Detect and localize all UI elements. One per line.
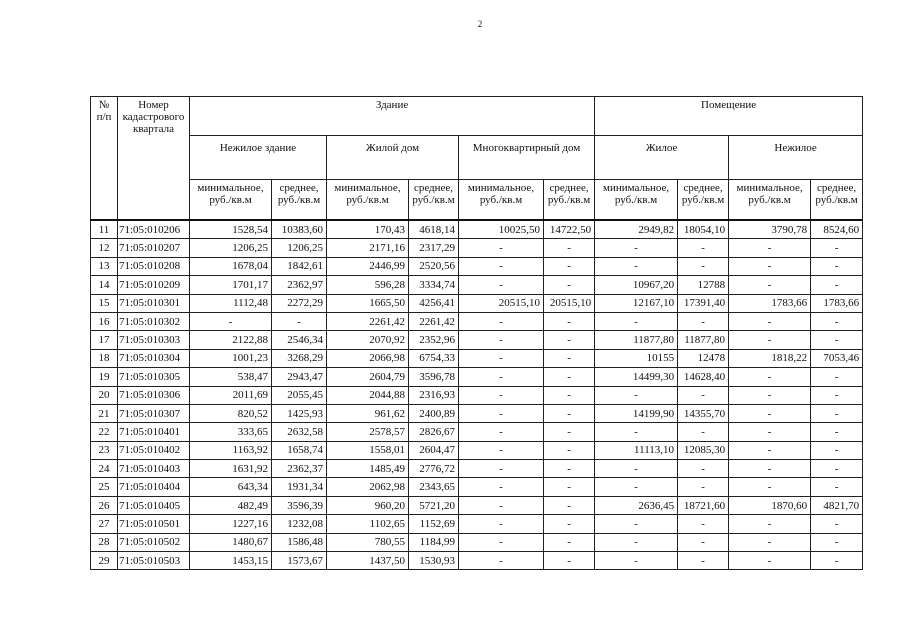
nonres-premises-avg-cell: -	[811, 533, 863, 551]
apartment-avg-cell: -	[544, 331, 595, 349]
res-premises-avg-cell: 12788	[678, 276, 729, 294]
row-number: 25	[91, 478, 118, 496]
row-number: 19	[91, 368, 118, 386]
res-house-min-cell: 596,28	[327, 276, 409, 294]
apartment-min-cell: -	[459, 496, 544, 514]
nonres-building-min-cell: 2011,69	[190, 386, 272, 404]
apartment-min-cell: -	[459, 552, 544, 570]
header-avg: среднее, руб./кв.м	[544, 180, 595, 221]
apartment-avg-cell: -	[544, 349, 595, 367]
res-house-min-cell: 2062,98	[327, 478, 409, 496]
header-premises: Помещение	[595, 97, 863, 136]
cadastral-quarter-cell: 71:05:010206	[118, 220, 190, 239]
cadastral-quarter-cell: 71:05:010303	[118, 331, 190, 349]
nonres-building-avg-cell: -	[272, 312, 327, 330]
res-premises-avg-cell: -	[678, 239, 729, 257]
header-non-residential-premises: Нежилое	[729, 136, 863, 180]
apartment-avg-cell: -	[544, 533, 595, 551]
res-premises-min-cell: -	[595, 257, 678, 275]
cadastral-quarter-cell: 71:05:010404	[118, 478, 190, 496]
apartment-min-cell: 10025,50	[459, 220, 544, 239]
cadastral-quarter-cell: 71:05:010304	[118, 349, 190, 367]
apartment-avg-cell: -	[544, 552, 595, 570]
res-premises-min-cell: 2949,82	[595, 220, 678, 239]
apartment-min-cell: -	[459, 533, 544, 551]
nonres-premises-avg-cell: -	[811, 312, 863, 330]
apartment-avg-cell: -	[544, 239, 595, 257]
res-house-min-cell: 1437,50	[327, 552, 409, 570]
res-premises-avg-cell: -	[678, 552, 729, 570]
nonres-premises-avg-cell: -	[811, 515, 863, 533]
res-house-min-cell: 1485,49	[327, 460, 409, 478]
header-apartment-building: Многоквартирный дом	[459, 136, 595, 180]
res-premises-min-cell: 11113,10	[595, 441, 678, 459]
res-premises-min-cell: -	[595, 386, 678, 404]
nonres-premises-min-cell: 3790,78	[729, 220, 811, 239]
nonres-premises-min-cell: -	[729, 478, 811, 496]
header-min: минимальное, руб./кв.м	[729, 180, 811, 221]
res-premises-min-cell: -	[595, 312, 678, 330]
nonres-building-avg-cell: 2272,29	[272, 294, 327, 312]
res-house-avg-cell: 2343,65	[409, 478, 459, 496]
res-premises-min-cell: 10155	[595, 349, 678, 367]
header-min: минимальное, руб./кв.м	[327, 180, 409, 221]
res-premises-min-cell: 10967,20	[595, 276, 678, 294]
res-premises-min-cell: -	[595, 515, 678, 533]
nonres-premises-avg-cell: -	[811, 478, 863, 496]
res-premises-min-cell: 14199,90	[595, 404, 678, 422]
table-row	[91, 441, 863, 459]
row-number: 16	[91, 312, 118, 330]
res-house-avg-cell: 1184,99	[409, 533, 459, 551]
res-house-min-cell: 780,55	[327, 533, 409, 551]
res-house-avg-cell: 1152,69	[409, 515, 459, 533]
table-row	[91, 460, 863, 478]
nonres-building-avg-cell: 3596,39	[272, 496, 327, 514]
res-house-avg-cell: 2317,29	[409, 239, 459, 257]
table-row	[91, 533, 863, 551]
apartment-min-cell: -	[459, 257, 544, 275]
nonres-premises-avg-cell: -	[811, 368, 863, 386]
table-row	[91, 257, 863, 275]
nonres-building-avg-cell: 1206,25	[272, 239, 327, 257]
apartment-min-cell: -	[459, 404, 544, 422]
nonres-building-min-cell: 1480,67	[190, 533, 272, 551]
table-row	[91, 220, 863, 239]
res-house-min-cell: 2070,92	[327, 331, 409, 349]
res-premises-min-cell: 11877,80	[595, 331, 678, 349]
res-premises-min-cell: -	[595, 423, 678, 441]
header-residential-premises: Жилое	[595, 136, 729, 180]
nonres-building-min-cell: 1112,48	[190, 294, 272, 312]
nonres-premises-min-cell: -	[729, 460, 811, 478]
nonres-premises-min-cell: 1870,60	[729, 496, 811, 514]
table-row	[91, 294, 863, 312]
nonres-premises-min-cell: -	[729, 441, 811, 459]
res-house-avg-cell: 2520,56	[409, 257, 459, 275]
nonres-building-avg-cell: 1586,48	[272, 533, 327, 551]
row-number: 22	[91, 423, 118, 441]
row-number: 12	[91, 239, 118, 257]
nonres-building-min-cell: 482,49	[190, 496, 272, 514]
nonres-premises-min-cell: -	[729, 552, 811, 570]
nonres-building-avg-cell: 2362,97	[272, 276, 327, 294]
res-house-min-cell: 2578,57	[327, 423, 409, 441]
nonres-premises-avg-cell: -	[811, 276, 863, 294]
nonres-premises-avg-cell: -	[811, 386, 863, 404]
table-row	[91, 331, 863, 349]
res-premises-avg-cell: -	[678, 533, 729, 551]
apartment-min-cell: -	[459, 312, 544, 330]
header-building: Здание	[190, 97, 595, 136]
table-row	[91, 312, 863, 330]
header-avg: среднее, руб./кв.м	[272, 180, 327, 221]
header-avg: среднее, руб./кв.м	[678, 180, 729, 221]
cadastral-quarter-cell: 71:05:010301	[118, 294, 190, 312]
apartment-avg-cell: 20515,10	[544, 294, 595, 312]
nonres-building-min-cell: 1206,25	[190, 239, 272, 257]
res-house-avg-cell: 2352,96	[409, 331, 459, 349]
row-number: 26	[91, 496, 118, 514]
cadastral-quarter-cell: 71:05:010207	[118, 239, 190, 257]
res-house-avg-cell: 2316,93	[409, 386, 459, 404]
apartment-avg-cell: -	[544, 404, 595, 422]
cadastral-cost-table	[90, 96, 863, 570]
nonres-premises-min-cell: -	[729, 515, 811, 533]
res-premises-avg-cell: 14628,40	[678, 368, 729, 386]
table-row	[91, 478, 863, 496]
row-number: 15	[91, 294, 118, 312]
nonres-premises-min-cell: -	[729, 533, 811, 551]
header-avg: среднее, руб./кв.м	[811, 180, 863, 221]
cadastral-quarter-cell: 71:05:010305	[118, 368, 190, 386]
nonres-building-min-cell: 1701,17	[190, 276, 272, 294]
res-house-avg-cell: 6754,33	[409, 349, 459, 367]
row-number: 20	[91, 386, 118, 404]
res-premises-avg-cell: -	[678, 257, 729, 275]
table-row	[91, 496, 863, 514]
res-house-min-cell: 170,43	[327, 220, 409, 239]
res-premises-min-cell: -	[595, 239, 678, 257]
nonres-premises-avg-cell: -	[811, 257, 863, 275]
nonres-building-min-cell: 1227,16	[190, 515, 272, 533]
res-premises-avg-cell: -	[678, 515, 729, 533]
res-premises-min-cell: -	[595, 478, 678, 496]
nonres-building-min-cell: 1163,92	[190, 441, 272, 459]
nonres-premises-min-cell: -	[729, 312, 811, 330]
nonres-premises-avg-cell: -	[811, 441, 863, 459]
nonres-premises-avg-cell: 1783,66	[811, 294, 863, 312]
res-premises-avg-cell: -	[678, 386, 729, 404]
apartment-avg-cell: -	[544, 423, 595, 441]
row-number: 27	[91, 515, 118, 533]
apartment-avg-cell: -	[544, 441, 595, 459]
row-number: 14	[91, 276, 118, 294]
res-house-min-cell: 2261,42	[327, 312, 409, 330]
nonres-building-avg-cell: 2055,45	[272, 386, 327, 404]
apartment-min-cell: -	[459, 349, 544, 367]
res-premises-avg-cell: 18721,60	[678, 496, 729, 514]
res-premises-avg-cell: 12478	[678, 349, 729, 367]
apartment-avg-cell: -	[544, 386, 595, 404]
page-number: 2	[477, 19, 483, 29]
header-min: минимальное, руб./кв.м	[190, 180, 272, 221]
nonres-building-min-cell: 2122,88	[190, 331, 272, 349]
res-premises-avg-cell: -	[678, 460, 729, 478]
cadastral-quarter-cell: 71:05:010402	[118, 441, 190, 459]
apartment-avg-cell: -	[544, 368, 595, 386]
apartment-min-cell: -	[459, 239, 544, 257]
nonres-premises-min-cell: -	[729, 239, 811, 257]
cadastral-quarter-cell: 71:05:010503	[118, 552, 190, 570]
res-house-avg-cell: 2776,72	[409, 460, 459, 478]
cadastral-quarter-cell: 71:05:010403	[118, 460, 190, 478]
nonres-premises-avg-cell: 7053,46	[811, 349, 863, 367]
nonres-premises-min-cell: -	[729, 368, 811, 386]
res-premises-avg-cell: 14355,70	[678, 404, 729, 422]
res-house-min-cell: 2604,79	[327, 368, 409, 386]
row-number: 23	[91, 441, 118, 459]
nonres-building-avg-cell: 2943,47	[272, 368, 327, 386]
table-row	[91, 276, 863, 294]
nonres-building-avg-cell: 1842,61	[272, 257, 327, 275]
header-non-residential-building: Нежилое здание	[190, 136, 327, 180]
nonres-building-min-cell: -	[190, 312, 272, 330]
nonres-building-avg-cell: 1658,74	[272, 441, 327, 459]
apartment-min-cell: -	[459, 386, 544, 404]
row-number: 13	[91, 257, 118, 275]
res-premises-avg-cell: 18054,10	[678, 220, 729, 239]
nonres-building-min-cell: 538,47	[190, 368, 272, 386]
nonres-building-avg-cell: 1232,08	[272, 515, 327, 533]
res-house-min-cell: 961,62	[327, 404, 409, 422]
res-premises-min-cell: 14499,30	[595, 368, 678, 386]
nonres-premises-avg-cell: -	[811, 331, 863, 349]
res-premises-avg-cell: -	[678, 312, 729, 330]
row-number: 29	[91, 552, 118, 570]
apartment-avg-cell: -	[544, 276, 595, 294]
cadastral-quarter-cell: 71:05:010208	[118, 257, 190, 275]
res-house-avg-cell: 5721,20	[409, 496, 459, 514]
res-house-avg-cell: 4256,41	[409, 294, 459, 312]
nonres-building-avg-cell: 2362,37	[272, 460, 327, 478]
apartment-min-cell: -	[459, 276, 544, 294]
res-house-avg-cell: 2400,89	[409, 404, 459, 422]
header-avg: среднее, руб./кв.м	[409, 180, 459, 221]
cadastral-quarter-cell: 71:05:010401	[118, 423, 190, 441]
apartment-min-cell: -	[459, 441, 544, 459]
cadastral-quarter-cell: 71:05:010502	[118, 533, 190, 551]
header-number: № п/п	[91, 97, 118, 221]
table-row	[91, 368, 863, 386]
res-house-min-cell: 960,20	[327, 496, 409, 514]
apartment-avg-cell: -	[544, 478, 595, 496]
cadastral-quarter-cell: 71:05:010306	[118, 386, 190, 404]
row-number: 28	[91, 533, 118, 551]
nonres-premises-avg-cell: -	[811, 404, 863, 422]
table-row	[91, 239, 863, 257]
res-premises-min-cell: 12167,10	[595, 294, 678, 312]
table-row	[91, 423, 863, 441]
res-premises-min-cell: -	[595, 533, 678, 551]
cadastral-quarter-cell: 71:05:010307	[118, 404, 190, 422]
res-house-min-cell: 2171,16	[327, 239, 409, 257]
nonres-premises-min-cell: -	[729, 386, 811, 404]
res-house-min-cell: 2066,98	[327, 349, 409, 367]
nonres-premises-min-cell: 1783,66	[729, 294, 811, 312]
cadastral-quarter-cell: 71:05:010209	[118, 276, 190, 294]
res-house-min-cell: 2446,99	[327, 257, 409, 275]
res-premises-min-cell: 2636,45	[595, 496, 678, 514]
row-number: 17	[91, 331, 118, 349]
nonres-building-avg-cell: 3268,29	[272, 349, 327, 367]
res-house-avg-cell: 3334,74	[409, 276, 459, 294]
res-premises-avg-cell: 11877,80	[678, 331, 729, 349]
res-house-avg-cell: 2261,42	[409, 312, 459, 330]
apartment-min-cell: -	[459, 331, 544, 349]
header-min: минимальное, руб./кв.м	[595, 180, 678, 221]
apartment-min-cell: -	[459, 515, 544, 533]
header-cadastral-quarter: Номер кадастрового квартала	[118, 97, 190, 221]
res-house-avg-cell: 2826,67	[409, 423, 459, 441]
nonres-premises-avg-cell: -	[811, 423, 863, 441]
nonres-premises-min-cell: 1818,22	[729, 349, 811, 367]
cadastral-quarter-cell: 71:05:010405	[118, 496, 190, 514]
nonres-building-avg-cell: 1573,67	[272, 552, 327, 570]
apartment-avg-cell: 14722,50	[544, 220, 595, 239]
nonres-premises-avg-cell: -	[811, 552, 863, 570]
table-row	[91, 515, 863, 533]
table-row	[91, 404, 863, 422]
nonres-building-avg-cell: 1425,93	[272, 404, 327, 422]
cadastral-quarter-cell: 71:05:010302	[118, 312, 190, 330]
nonres-premises-min-cell: -	[729, 276, 811, 294]
res-house-avg-cell: 3596,78	[409, 368, 459, 386]
res-house-min-cell: 1665,50	[327, 294, 409, 312]
nonres-building-min-cell: 1528,54	[190, 220, 272, 239]
nonres-premises-min-cell: -	[729, 257, 811, 275]
apartment-avg-cell: -	[544, 257, 595, 275]
res-house-min-cell: 2044,88	[327, 386, 409, 404]
res-premises-avg-cell: -	[678, 478, 729, 496]
apartment-avg-cell: -	[544, 496, 595, 514]
row-number: 21	[91, 404, 118, 422]
apartment-min-cell: -	[459, 423, 544, 441]
table-row	[91, 386, 863, 404]
nonres-building-min-cell: 1001,23	[190, 349, 272, 367]
nonres-premises-avg-cell: -	[811, 460, 863, 478]
nonres-building-min-cell: 820,52	[190, 404, 272, 422]
table-row	[91, 349, 863, 367]
header-min: минимальное, руб./кв.м	[459, 180, 544, 221]
nonres-building-avg-cell: 2546,34	[272, 331, 327, 349]
nonres-building-min-cell: 1678,04	[190, 257, 272, 275]
nonres-premises-min-cell: -	[729, 331, 811, 349]
nonres-premises-avg-cell: 8524,60	[811, 220, 863, 239]
apartment-min-cell: -	[459, 368, 544, 386]
row-number: 18	[91, 349, 118, 367]
apartment-avg-cell: -	[544, 515, 595, 533]
res-premises-min-cell: -	[595, 460, 678, 478]
table-row	[91, 552, 863, 570]
res-premises-avg-cell: -	[678, 423, 729, 441]
nonres-building-avg-cell: 10383,60	[272, 220, 327, 239]
res-premises-avg-cell: 17391,40	[678, 294, 729, 312]
res-premises-avg-cell: 12085,30	[678, 441, 729, 459]
table-body	[91, 220, 863, 570]
nonres-building-min-cell: 643,34	[190, 478, 272, 496]
apartment-avg-cell: -	[544, 312, 595, 330]
nonres-building-avg-cell: 1931,34	[272, 478, 327, 496]
apartment-min-cell: -	[459, 460, 544, 478]
res-house-min-cell: 1558,01	[327, 441, 409, 459]
nonres-premises-avg-cell: -	[811, 239, 863, 257]
res-house-avg-cell: 4618,14	[409, 220, 459, 239]
res-house-avg-cell: 2604,47	[409, 441, 459, 459]
res-house-avg-cell: 1530,93	[409, 552, 459, 570]
row-number: 11	[91, 220, 118, 239]
res-premises-min-cell: -	[595, 552, 678, 570]
nonres-premises-min-cell: -	[729, 404, 811, 422]
row-number: 24	[91, 460, 118, 478]
nonres-building-min-cell: 1453,15	[190, 552, 272, 570]
apartment-avg-cell: -	[544, 460, 595, 478]
res-house-min-cell: 1102,65	[327, 515, 409, 533]
apartment-min-cell: -	[459, 478, 544, 496]
nonres-building-min-cell: 1631,92	[190, 460, 272, 478]
nonres-building-min-cell: 333,65	[190, 423, 272, 441]
nonres-building-avg-cell: 2632,58	[272, 423, 327, 441]
nonres-premises-min-cell: -	[729, 423, 811, 441]
apartment-min-cell: 20515,10	[459, 294, 544, 312]
nonres-premises-avg-cell: 4821,70	[811, 496, 863, 514]
cadastral-quarter-cell: 71:05:010501	[118, 515, 190, 533]
header-residential-house: Жилой дом	[327, 136, 459, 180]
